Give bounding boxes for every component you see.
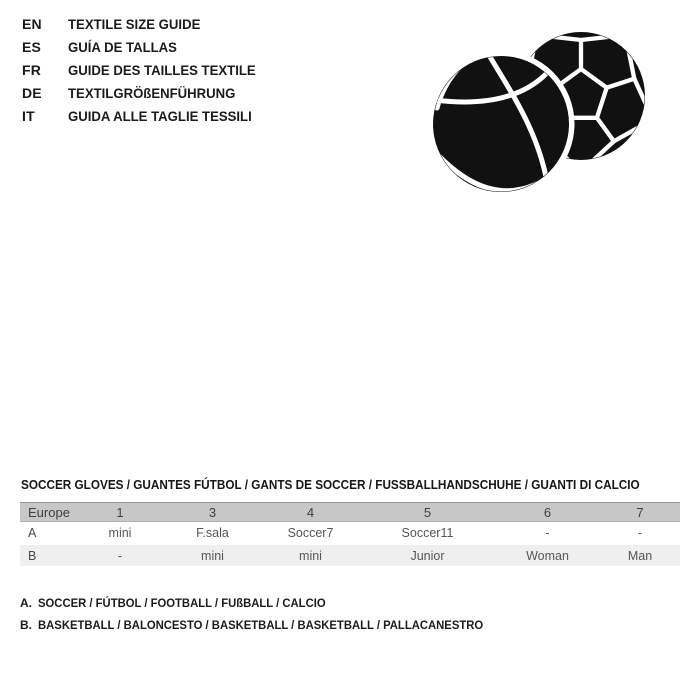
table-cell: - (545, 525, 550, 540)
table-cell: - (637, 525, 643, 540)
sports-balls-illustration (428, 20, 653, 198)
size-table-title-text: SOCCER GLOVES / GUANTES FÚTBOL / GANTS DE SOCCER / FUSSBALLHANDSCHUHE / GUANTI DI CALCIO (21, 478, 640, 492)
footnote-text: SOCCER / FÚTBOL / FOOTBALL / FUßBALL / CALCIO (38, 596, 326, 610)
size-table-title (21, 478, 680, 492)
language-code: ES (22, 39, 42, 55)
header-cell-size-3: 3 (164, 503, 261, 522)
language-code: IT (22, 108, 35, 124)
basketball-icon (428, 51, 575, 198)
language-label: TEXTILE SIZE GUIDE (68, 16, 201, 32)
language-row-en (22, 13, 268, 36)
row-label: B (20, 544, 76, 566)
language-code: DE (22, 85, 42, 101)
footnote-basketball (20, 614, 512, 636)
footnote-key: B. (20, 618, 32, 632)
table-row-soccer (20, 522, 680, 545)
table-cell: Woman (495, 544, 600, 566)
header-cell-size-6: 6 (495, 503, 600, 522)
header-cell-europe: Europe (20, 503, 76, 522)
size-table (20, 502, 680, 566)
table-cell: F.sala (196, 525, 229, 540)
language-label: GUÍA DE TALLAS (68, 39, 177, 55)
table-cell: mini (164, 544, 261, 566)
header-cell-size-4: 4 (261, 503, 360, 522)
header-cell-size-1: 1 (76, 503, 164, 522)
language-list (22, 13, 268, 128)
language-row-es (22, 36, 268, 59)
footnote-soccer (20, 592, 512, 614)
language-code: EN (22, 16, 42, 32)
row-label: A (28, 525, 37, 540)
header-cell-size-5: 5 (360, 503, 495, 522)
table-cell: Soccer7 (287, 525, 334, 540)
size-table-header-row (20, 503, 680, 522)
table-cell: Man (600, 544, 680, 566)
table-cell: mini (108, 525, 132, 540)
language-row-it (22, 105, 268, 128)
footnote-text: BASKETBALL / BALONCESTO / BASKETBALL / BASKETBALL / PALLACANESTRO (38, 618, 484, 632)
language-label: TEXTILGRÖßENFÜHRUNG (68, 85, 236, 101)
language-row-de (22, 82, 268, 105)
size-guide-section (20, 478, 680, 566)
language-label: GUIDA ALLE TAGLIE TESSILI (68, 108, 252, 124)
footnotes (20, 592, 512, 636)
language-code: FR (22, 62, 42, 78)
header-cell-size-7: 7 (600, 503, 680, 522)
table-cell: mini (261, 544, 360, 566)
table-row-basketball (20, 544, 680, 566)
footnote-key: A. (20, 596, 32, 610)
table-cell: Soccer11 (401, 525, 454, 540)
language-label: GUIDE DES TAILLES TEXTILE (68, 62, 256, 78)
table-cell: - (76, 544, 164, 566)
language-row-fr (22, 59, 268, 82)
table-cell: Junior (360, 544, 495, 566)
